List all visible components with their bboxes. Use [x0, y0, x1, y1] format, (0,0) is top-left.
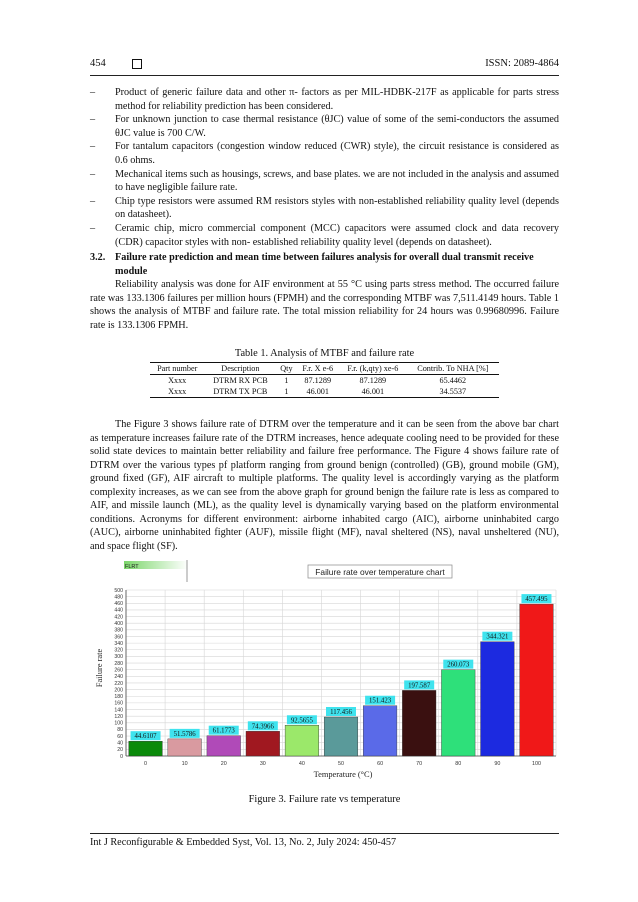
y-tick-label: 140	[114, 707, 123, 714]
dash-bullet: –	[90, 114, 96, 126]
section-number: 3.2.	[90, 252, 106, 263]
chart-title: Failure rate over temperature chart	[315, 567, 445, 577]
y-tick-label: 20	[117, 747, 123, 754]
y-tick-label: 300	[114, 654, 123, 661]
y-tick-label: 380	[114, 627, 123, 634]
figure-discussion-paragraph: The Figure 3 shows failure rate of DTRM over the temperature and it can be seen from the above bar chart as temperature increases failure rate of the DTRM increases, hence adequate cooling need to be provided for these solid state devices to maintain better reliability and failure free performance. The Figure 4 shows failure rate of DTRM over the various types pf platform ranging from ground benign (controlled) (GB), ground mobile (GM), ground fixed (GF), AIF aircraft to multiple platforms. The quality level is accordingly varying as the platform complexity increases, as we can see from the above graph for ground benign the failure rate is less as compared to AIF, and missile launch (ML), as the quality level is dynamically varying based on the platform environmental conditions. Acronyms for different environment: airborne inhabited cargo (AIC), airborne uninhabited cargo (AUC), airborne uninhabited fighter (AUF), missile flight (MF), naval sheltered (NS), naval unsheltered (NU), and space flight (SF).	[90, 419, 559, 552]
y-tick-label: 240	[114, 674, 123, 681]
section-3-2	[90, 251, 559, 332]
data-label: 74.3966	[251, 723, 274, 731]
failure-rate-chart	[90, 560, 559, 782]
table-cell: 46.001	[361, 387, 385, 396]
y-tick-label: 260	[114, 667, 123, 674]
y-tick-label: 100	[114, 720, 123, 727]
x-tick-label: 60	[377, 761, 384, 767]
dash-bullet: –	[90, 195, 96, 207]
y-tick-label: 60	[117, 733, 123, 740]
y-tick-label: 400	[114, 621, 123, 627]
y-tick-label: 420	[114, 614, 123, 621]
table-caption: Table 1. Analysis of MTBF and failure rate	[234, 348, 415, 359]
list-item-text: Mechanical items such as housings, screws, and base plates. we are not included in the analysis and assumed to have negligible failure rate.	[115, 168, 559, 194]
y-tick-label: 460	[114, 601, 123, 608]
y-tick-label: 320	[114, 647, 123, 654]
section-paragraph: Reliability analysis was done for AIF environment at 55 °C using parts stress method. The occurred failure rate was 133.1306 failures per million hours (FPMH) and the corresponding MTBF was 7,511.4149 hours. Table 1 shows the analysis of MTBF and failure rate. The total mission reliability for 24 hours was 0.99680996. Failure rate is 133.1306 FPMH.	[90, 279, 559, 331]
col-fr: F.r. X e-6	[302, 364, 334, 373]
header-rule	[90, 75, 559, 76]
list-item	[90, 86, 559, 113]
x-tick-label: 20	[220, 761, 227, 767]
table-cell: Xxxx	[168, 387, 187, 396]
bar	[285, 725, 319, 756]
x-tick-label: 100	[531, 761, 541, 767]
page-header	[90, 58, 559, 72]
data-label: 92.5655	[290, 717, 313, 725]
table-cell: 34.5537	[439, 387, 467, 396]
bar	[168, 739, 202, 756]
col-contrib: Contrib. To NHA [%]	[417, 364, 489, 373]
table-cell: 46.001	[306, 387, 329, 396]
x-tick-label: 30	[259, 761, 266, 767]
list-item-text: Chip type resistors were assumed RM resistors styles with non-established reliability quality level (depends on datasheet).	[115, 195, 559, 221]
y-tick-label: 200	[114, 687, 123, 694]
col-fr-kqty: F.r. (k,qty) xe-6	[347, 364, 399, 373]
bar	[246, 731, 280, 756]
table-cell: 87.1289	[359, 376, 387, 385]
y-tick-label: 340	[114, 640, 123, 647]
list-item	[90, 113, 559, 140]
x-tick-label: 50	[338, 761, 344, 767]
x-axis-label: Temperature (°C)	[313, 770, 373, 779]
data-label: 344.321	[486, 633, 509, 641]
dash-bullet: –	[90, 222, 96, 234]
chart-svg	[90, 560, 559, 782]
y-tick-label: 280	[114, 660, 123, 667]
data-label: 260.073	[447, 661, 470, 669]
y-tick-label: 440	[114, 607, 123, 614]
y-axis-label: Failure rate	[95, 648, 104, 688]
bar	[363, 706, 397, 756]
journal-footer: Int J Reconfigurable & Embedded Syst, Vol. 13, No. 2, July 2024: 450-457	[90, 837, 397, 848]
y-tick-label: 80	[117, 727, 123, 734]
x-tick-label: 80	[455, 761, 462, 767]
bar	[441, 670, 475, 756]
bar	[324, 717, 358, 756]
bar	[129, 741, 163, 756]
bar	[481, 642, 515, 756]
col-part-number: Part number	[157, 364, 198, 373]
list-item-text: For unknown junction to case thermal resistance (θJC) value of some of the semi-conductors the assumed θJC value is 700 C/W.	[115, 114, 559, 139]
table-cell: DTRM RX PCB	[213, 376, 268, 385]
list-item	[90, 222, 559, 249]
col-description: Description	[221, 364, 260, 373]
bar	[520, 604, 554, 756]
issn-label: ISSN: 2089-4864	[485, 58, 559, 69]
table-cell: DTRM TX PCB	[213, 387, 268, 396]
table-cell: 1	[284, 387, 289, 396]
data-label: 61.1773	[212, 727, 235, 735]
table-cell: Xxxx	[168, 376, 187, 385]
data-label: 51.5786	[173, 730, 196, 738]
list-item	[90, 195, 559, 222]
bar	[207, 736, 241, 756]
x-tick-label: 40	[298, 761, 305, 767]
x-tick-label: 70	[416, 761, 423, 767]
list-item	[90, 168, 559, 195]
x-tick-label: 10	[181, 761, 188, 767]
list-item-text: Ceramic chip, micro commercial component (MCC) capacitors were assumed clock and data recovery (CDR) capacitor styles with non- established reliability quality level (depends on datasheet).	[115, 222, 559, 248]
y-tick-label: 360	[114, 634, 123, 641]
list-item-text: Product of generic failure data and other π- factors as per MIL-HDBK-217F as applicable for parts stress method for reliability prediction has been considered.	[115, 87, 559, 112]
y-tick-label: 180	[114, 694, 123, 701]
table-cell: 1	[284, 376, 289, 385]
table-row	[150, 386, 499, 398]
table-cell: 87.1289	[304, 376, 332, 385]
list-item	[90, 140, 559, 167]
figure-caption: Figure 3. Failure rate vs temperature	[248, 794, 401, 805]
bar	[402, 690, 436, 756]
section-title-line2: module	[115, 265, 148, 277]
data-label: 117.456	[330, 709, 352, 717]
assumption-list	[90, 86, 559, 249]
mtbf-table	[150, 362, 499, 398]
footer-rule	[90, 833, 559, 834]
y-tick-label: 120	[114, 713, 123, 720]
legend-tag-text: FLRT	[125, 564, 139, 570]
y-tick-label: 220	[114, 680, 123, 687]
page-number: 454	[90, 58, 106, 69]
square-icon	[132, 59, 142, 69]
table-cell: 65.4462	[439, 376, 467, 385]
y-tick-label: 480	[114, 594, 123, 601]
x-tick-label: 0	[144, 761, 148, 767]
table-row	[150, 375, 499, 387]
y-tick-label: 500	[114, 587, 123, 594]
y-tick-label: 0	[120, 753, 123, 760]
section-heading	[90, 251, 559, 265]
dash-bullet: –	[90, 168, 96, 180]
y-tick-label: 160	[114, 700, 123, 707]
x-tick-label: 90	[494, 761, 501, 767]
section-title-line1: Failure rate prediction and mean time between failures analysis for overall dual transmit receive	[115, 252, 534, 263]
data-label: 44.6107	[134, 733, 157, 741]
y-tick-label: 40	[117, 740, 123, 747]
data-label: 151.423	[369, 697, 392, 705]
data-label: 457.495	[525, 596, 548, 604]
dash-bullet: –	[90, 141, 96, 153]
table-header-row	[150, 363, 499, 375]
dash-bullet: –	[90, 87, 96, 98]
list-item-text: For tantalum capacitors (congestion window reduced (CWR) style), the circuit resistance is considered as 0.6 ohms.	[115, 141, 559, 166]
col-qty: Qty	[280, 364, 293, 373]
data-label: 197.587	[408, 682, 431, 690]
